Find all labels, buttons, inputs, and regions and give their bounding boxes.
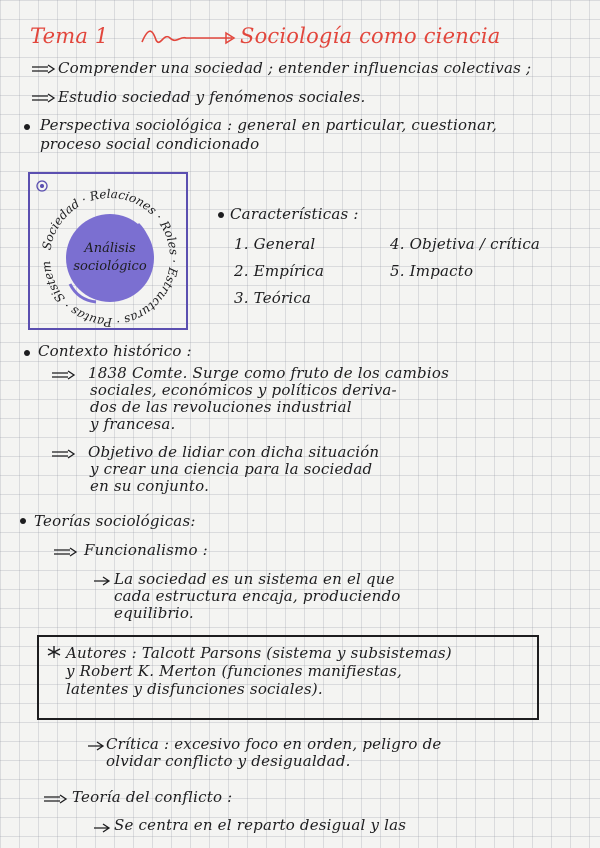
bullet-icon	[218, 212, 224, 218]
page-title: Sociología como ciencia	[240, 24, 501, 48]
double-arrow-icon	[50, 368, 76, 382]
bullet-icon	[24, 350, 30, 356]
asterisk-icon	[46, 644, 62, 660]
analysis-circle-figure	[30, 174, 186, 328]
swirl-icon	[37, 181, 47, 191]
bullet-icon	[20, 518, 26, 524]
conflicto-line: Se centra en el reparto desigual y las	[114, 816, 407, 834]
double-arrow-icon	[30, 62, 56, 76]
teorias-heading: Teorías sociológicas:	[34, 512, 196, 530]
sociological-analysis-diagram	[28, 172, 188, 330]
caracteristica-item: 1. General	[234, 235, 316, 253]
diagram-center-line-1: Análisis	[84, 241, 136, 256]
double-arrow-icon	[30, 91, 56, 105]
tema-label: Tema 1	[30, 24, 109, 48]
contexto-p2-line: Objetivo de lidiar con dicha situación	[88, 443, 380, 461]
funcionalismo-line: cada estructura encaja, produciendo	[114, 587, 401, 605]
funcionalismo-line: La sociedad es un sistema en el que	[114, 570, 395, 588]
ring-text-path: Sociedad · Relaciones · Roles · Estructuras · Pautas · Sistem	[38, 186, 182, 328]
perspectiva-line-2: proceso social condicionado	[40, 135, 260, 153]
contexto-p1-line: dos de las revoluciones industrial	[90, 398, 352, 416]
caracteristicas-heading: Características :	[230, 205, 359, 223]
contexto-p1-line: sociales, económicos y políticos deriva-	[90, 381, 397, 399]
critica-line: olvidar conflicto y desigualdad.	[106, 752, 351, 770]
critica-line: Crítica : excesivo foco en orden, peligro de	[106, 735, 442, 753]
caracteristica-item: 4. Objetiva / crítica	[390, 235, 541, 253]
conflicto-heading: Teoría del conflicto :	[72, 788, 233, 806]
funcionalismo-line: equilibrio.	[114, 604, 194, 622]
diagram-center-line-2: sociológico	[73, 259, 147, 274]
autores-line: y Robert K. Merton (funciones manifiestas,	[66, 662, 402, 680]
arrow-right-icon	[86, 740, 106, 752]
wavy-arrow-icon	[140, 26, 240, 48]
contexto-p1-line: 1838 Comte. Surge como fruto de los cambios	[88, 364, 449, 382]
intro-line-2: Estudio sociedad y fenómenos sociales.	[58, 88, 366, 106]
bullet-icon	[24, 124, 30, 130]
double-arrow-icon	[42, 792, 68, 806]
caracteristica-item: 5. Impacto	[390, 262, 474, 280]
caracteristica-item: 2. Empírica	[234, 262, 325, 280]
autores-line: Autores : Talcott Parsons (sistema y subsistemas)	[66, 644, 452, 662]
contexto-p1-line: y francesa.	[90, 415, 176, 433]
intro-line-1: Comprender una sociedad ; entender influencias colectivas ;	[58, 59, 532, 77]
arrow-right-icon	[92, 575, 112, 587]
perspectiva-line-1: Perspectiva sociológica : general en particular, cuestionar,	[40, 116, 497, 134]
autores-line: latentes y disfunciones sociales).	[66, 680, 323, 698]
contexto-p2-line: en su conjunto.	[90, 477, 210, 495]
double-arrow-icon	[50, 447, 76, 461]
double-arrow-icon	[52, 545, 78, 559]
funcionalismo-heading: Funcionalismo :	[84, 541, 208, 559]
contexto-heading: Contexto histórico :	[38, 342, 192, 360]
contexto-p2-line: y crear una ciencia para la sociedad	[90, 460, 373, 478]
arrow-right-icon	[92, 822, 112, 834]
caracteristica-item: 3. Teórica	[234, 289, 312, 307]
